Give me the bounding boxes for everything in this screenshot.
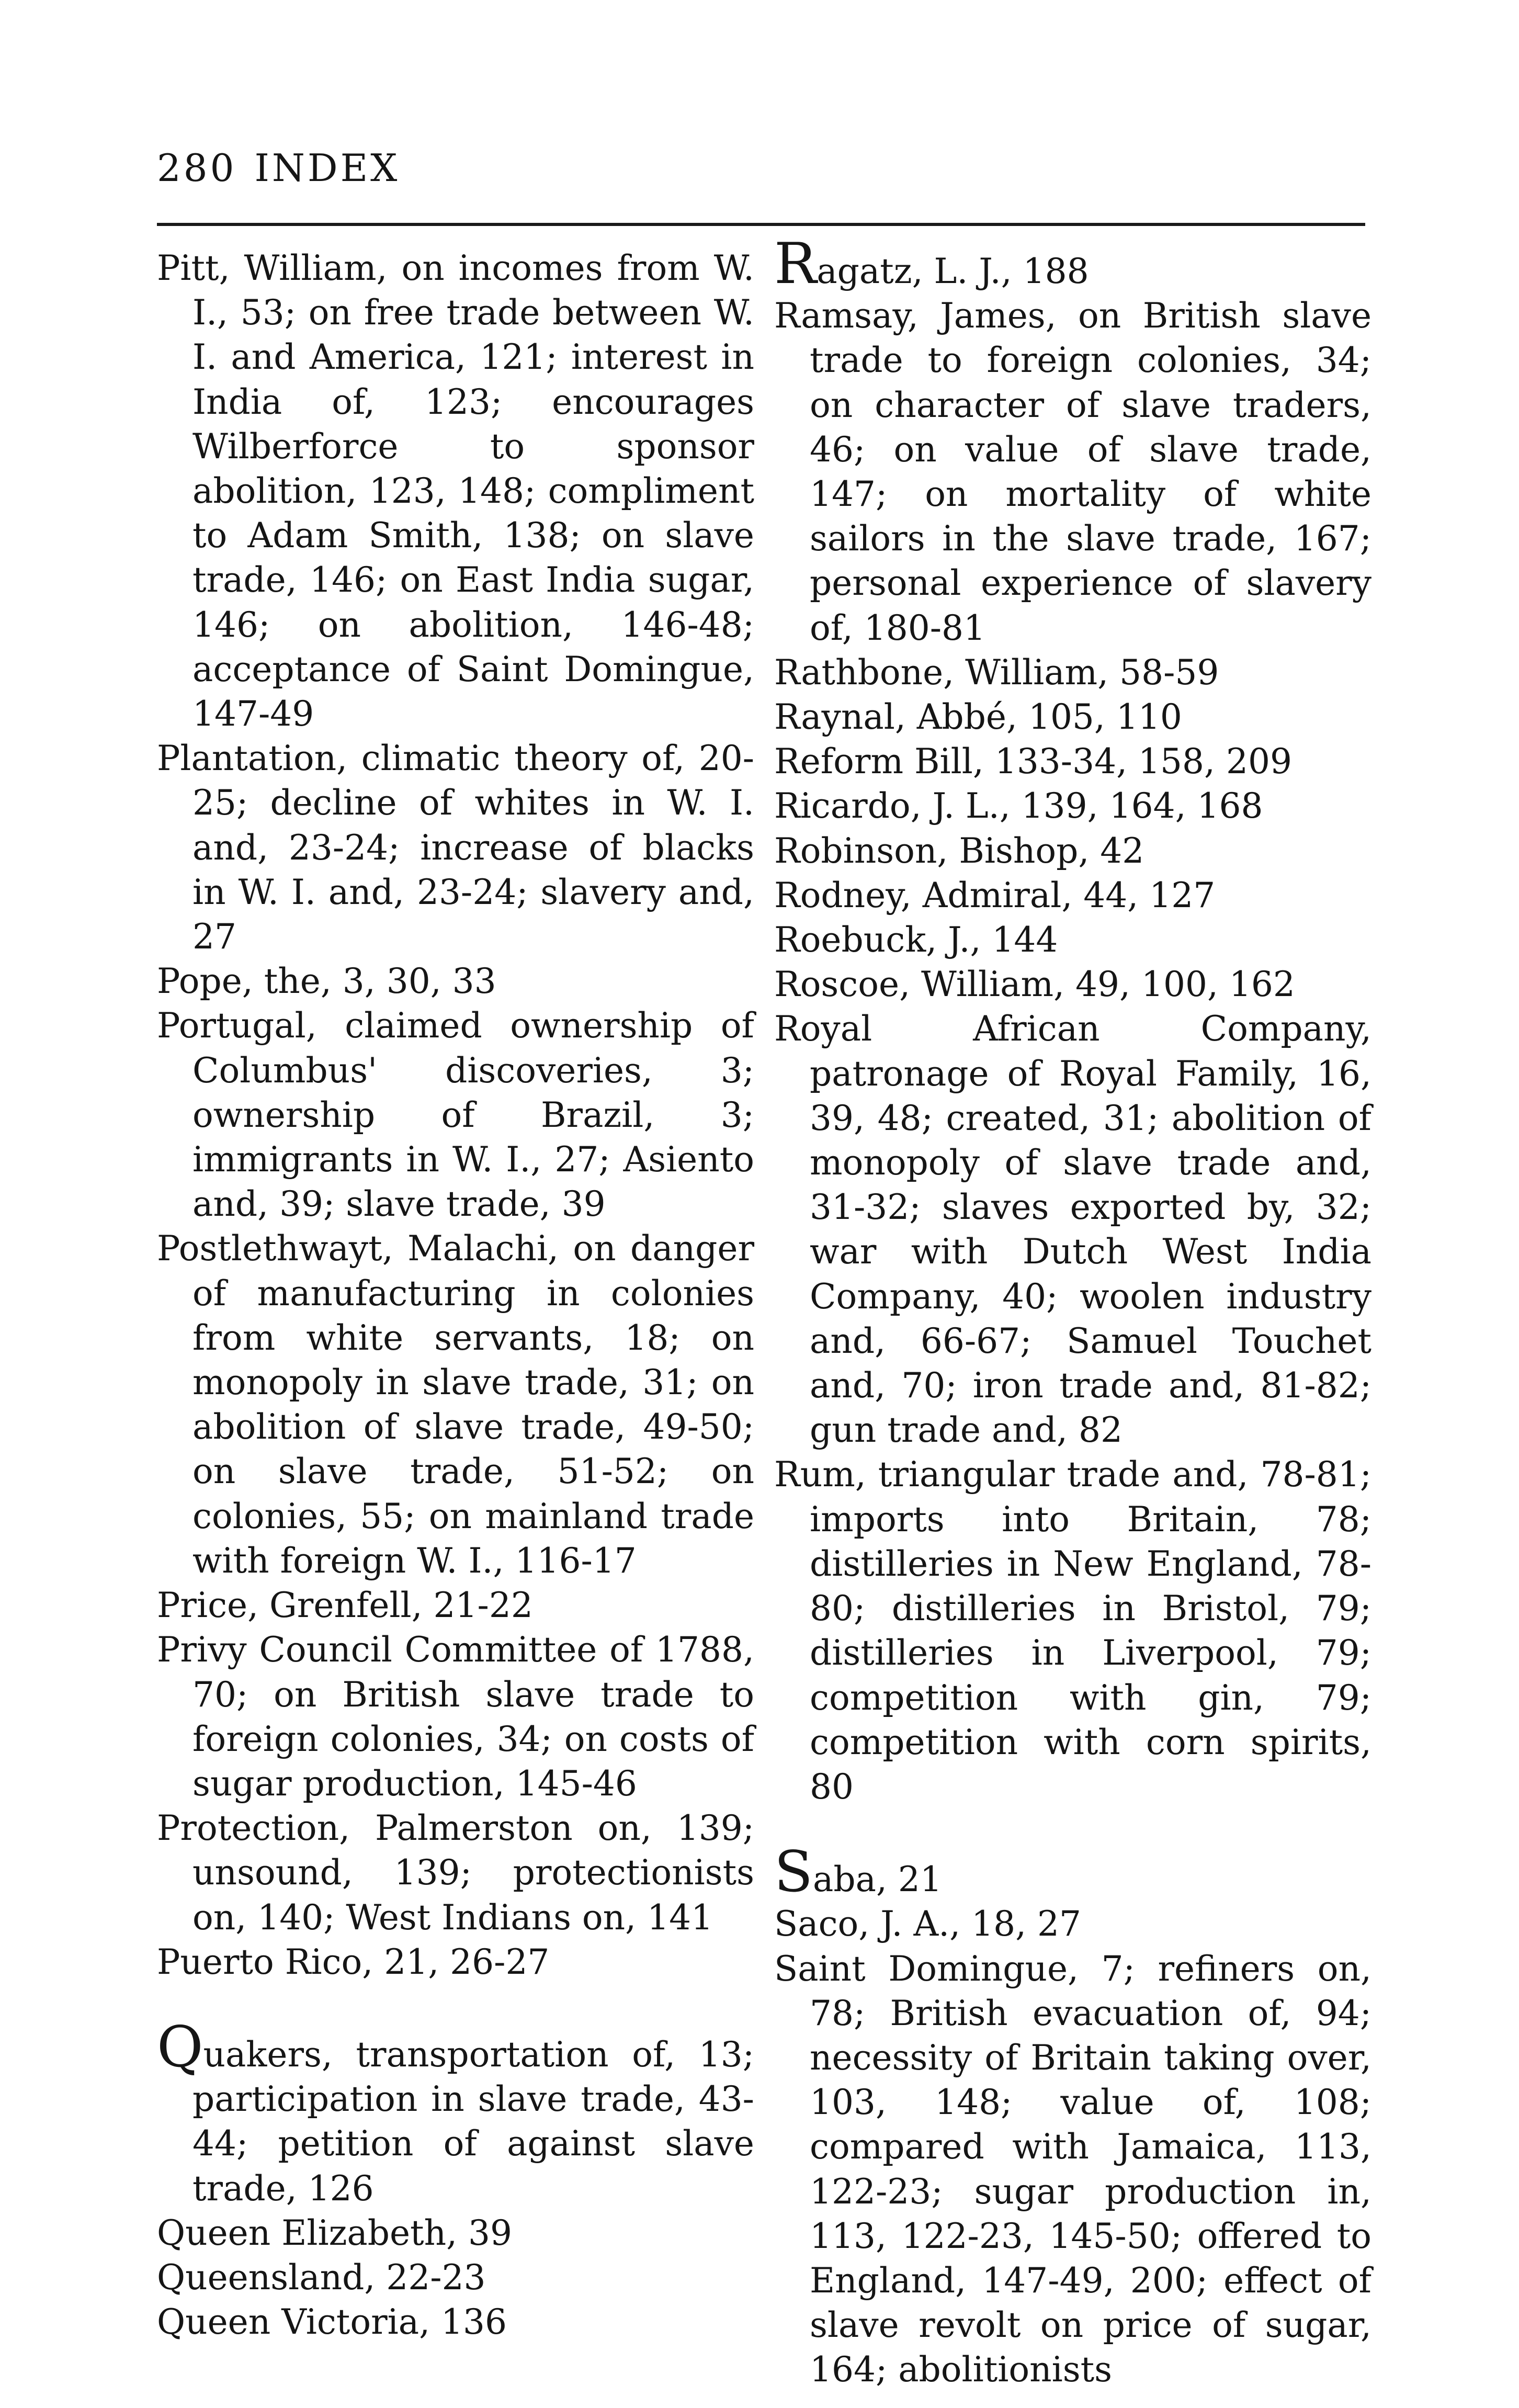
- index-entry: Saco, J. A., 18, 27: [774, 1904, 1082, 1945]
- index-entry: Saint Domingue, 7; refiners on, 78; British evacuation of, 94; necessity of Britain taking over, 103, 148; value of, 108; compared with Jamaica, 113, 122-23; sugar production in, 113, 122-23, 145-50; offered to England, 147-49, 200; effect of slave revolt on price of sugar, 164; abolitionists: [774, 1948, 1371, 2390]
- section-gap: [157, 1984, 754, 2029]
- index-entry: Reform Bill, 133-34, 158, 209: [774, 741, 1292, 782]
- index-column-left: [157, 246, 754, 2344]
- index-entry: Rum, triangular trade and, 78-81; imports into Britain, 78; distilleries in New England, 78-80; distilleries in Bristol, 79; distilleries in Liverpool, 79; competition with gin, 79; competition with corn spirits, 80: [774, 1454, 1371, 1807]
- index-entry: Portugal, claimed ownership of Columbus' discoveries, 3; ownership of Brazil, 3; immigrants in W. I., 27; Asiento and, 39; slave trade, 39: [157, 1005, 754, 1225]
- index-entry: Postlethwayt, Malachi, on danger of manufacturing in colonies from white servants, 18; on monopoly in slave trade, 31; on abolition of slave trade, 49-50; on slave trade, 51-52; on colonies, 55; on mainland trade with foreign W. I., 116-17: [157, 1228, 754, 1581]
- section-letter-s: S: [774, 1839, 813, 1905]
- index-entry: Rodney, Admiral, 44, 127: [774, 875, 1216, 915]
- index-entry: Puerto Rico, 21, 26-27: [157, 1941, 550, 1982]
- index-entry: Queensland, 22-23: [157, 2257, 486, 2298]
- index-entry: Protection, Palmerston on, 139; unsound, 139; protectionists on, 140; West Indians on, 141: [157, 1808, 754, 1938]
- index-entry-r-section-start: Ragatz, L. J., 188: [774, 231, 1089, 297]
- section-letter-r: R: [774, 231, 817, 297]
- index-entry: Queen Elizabeth, 39: [157, 2212, 513, 2253]
- index-entry-q-section-start: Quakers, transportation of, 13; participation in slave trade, 43-44; petition of against slave trade, 126: [157, 2014, 754, 2209]
- index-entry: Roebuck, J., 144: [774, 920, 1058, 960]
- index-entry: Privy Council Committee of 1788, 70; on British slave trade to foreign colonies, 34; on costs of sugar production, 145-46: [157, 1630, 754, 1804]
- index-entry: Ramsay, James, on British slave trade to foreign colonies, 34; on character of slave traders, 46; on value of slave trade, 147; on mortality of white sailors in the slave trade, 167; personal experience of slavery of, 180-81: [774, 296, 1371, 648]
- index-entry: Price, Grenfell, 21-22: [157, 1585, 533, 1626]
- index-column-right: [774, 231, 1371, 2392]
- index-entry: Robinson, Bishop, 42: [774, 830, 1144, 871]
- index-entry: Raynal, Abbé, 105, 110: [774, 697, 1182, 738]
- index-entry: Royal African Company, patronage of Royal Family, 16, 39, 48; created, 31; abolition of monopoly of slave trade and, 31-32; slaves exported by, 32; war with Dutch West India Company, 40; woolen industry and, 66-67; Samuel Touchet and, 70; iron trade and, 81-82; gun trade and, 82: [774, 1009, 1371, 1451]
- index-entry: Pope, the, 3, 30, 33: [157, 961, 496, 1002]
- index-entry: Roscoe, William, 49, 100, 162: [774, 964, 1295, 1005]
- running-header: [157, 146, 1365, 190]
- section-gap: [774, 1809, 1371, 1854]
- index-entry: Queen Victoria, 136: [157, 2302, 507, 2343]
- page-number: 280: [157, 146, 237, 190]
- index-entry: Rathbone, William, 58-59: [774, 652, 1219, 693]
- index-entry: Ricardo, J. L., 139, 164, 168: [774, 786, 1263, 827]
- index-entry-s-section-start: Saba, 21: [774, 1839, 942, 1905]
- header-rule: [157, 223, 1365, 226]
- index-entry: Plantation, climatic theory of, 20-25; decline of whites in W. I. and, 23-24; increase of blacks in W. I. and, 23-24; slavery and, 27: [157, 738, 754, 957]
- index-entry: Pitt, William, on incomes from W. I., 53; on free trade between W. I. and America, 121; interest in India of, 123; encourages Wilberforce to sponsor abolition, 123, 148; compliment to Adam Smith, 138; on slave trade, 146; on East India sugar, 146; on abolition, 146-48; acceptance of Saint Domingue, 147-49: [157, 248, 754, 734]
- section-letter-q: Q: [157, 2014, 203, 2080]
- header-title: INDEX: [254, 146, 400, 190]
